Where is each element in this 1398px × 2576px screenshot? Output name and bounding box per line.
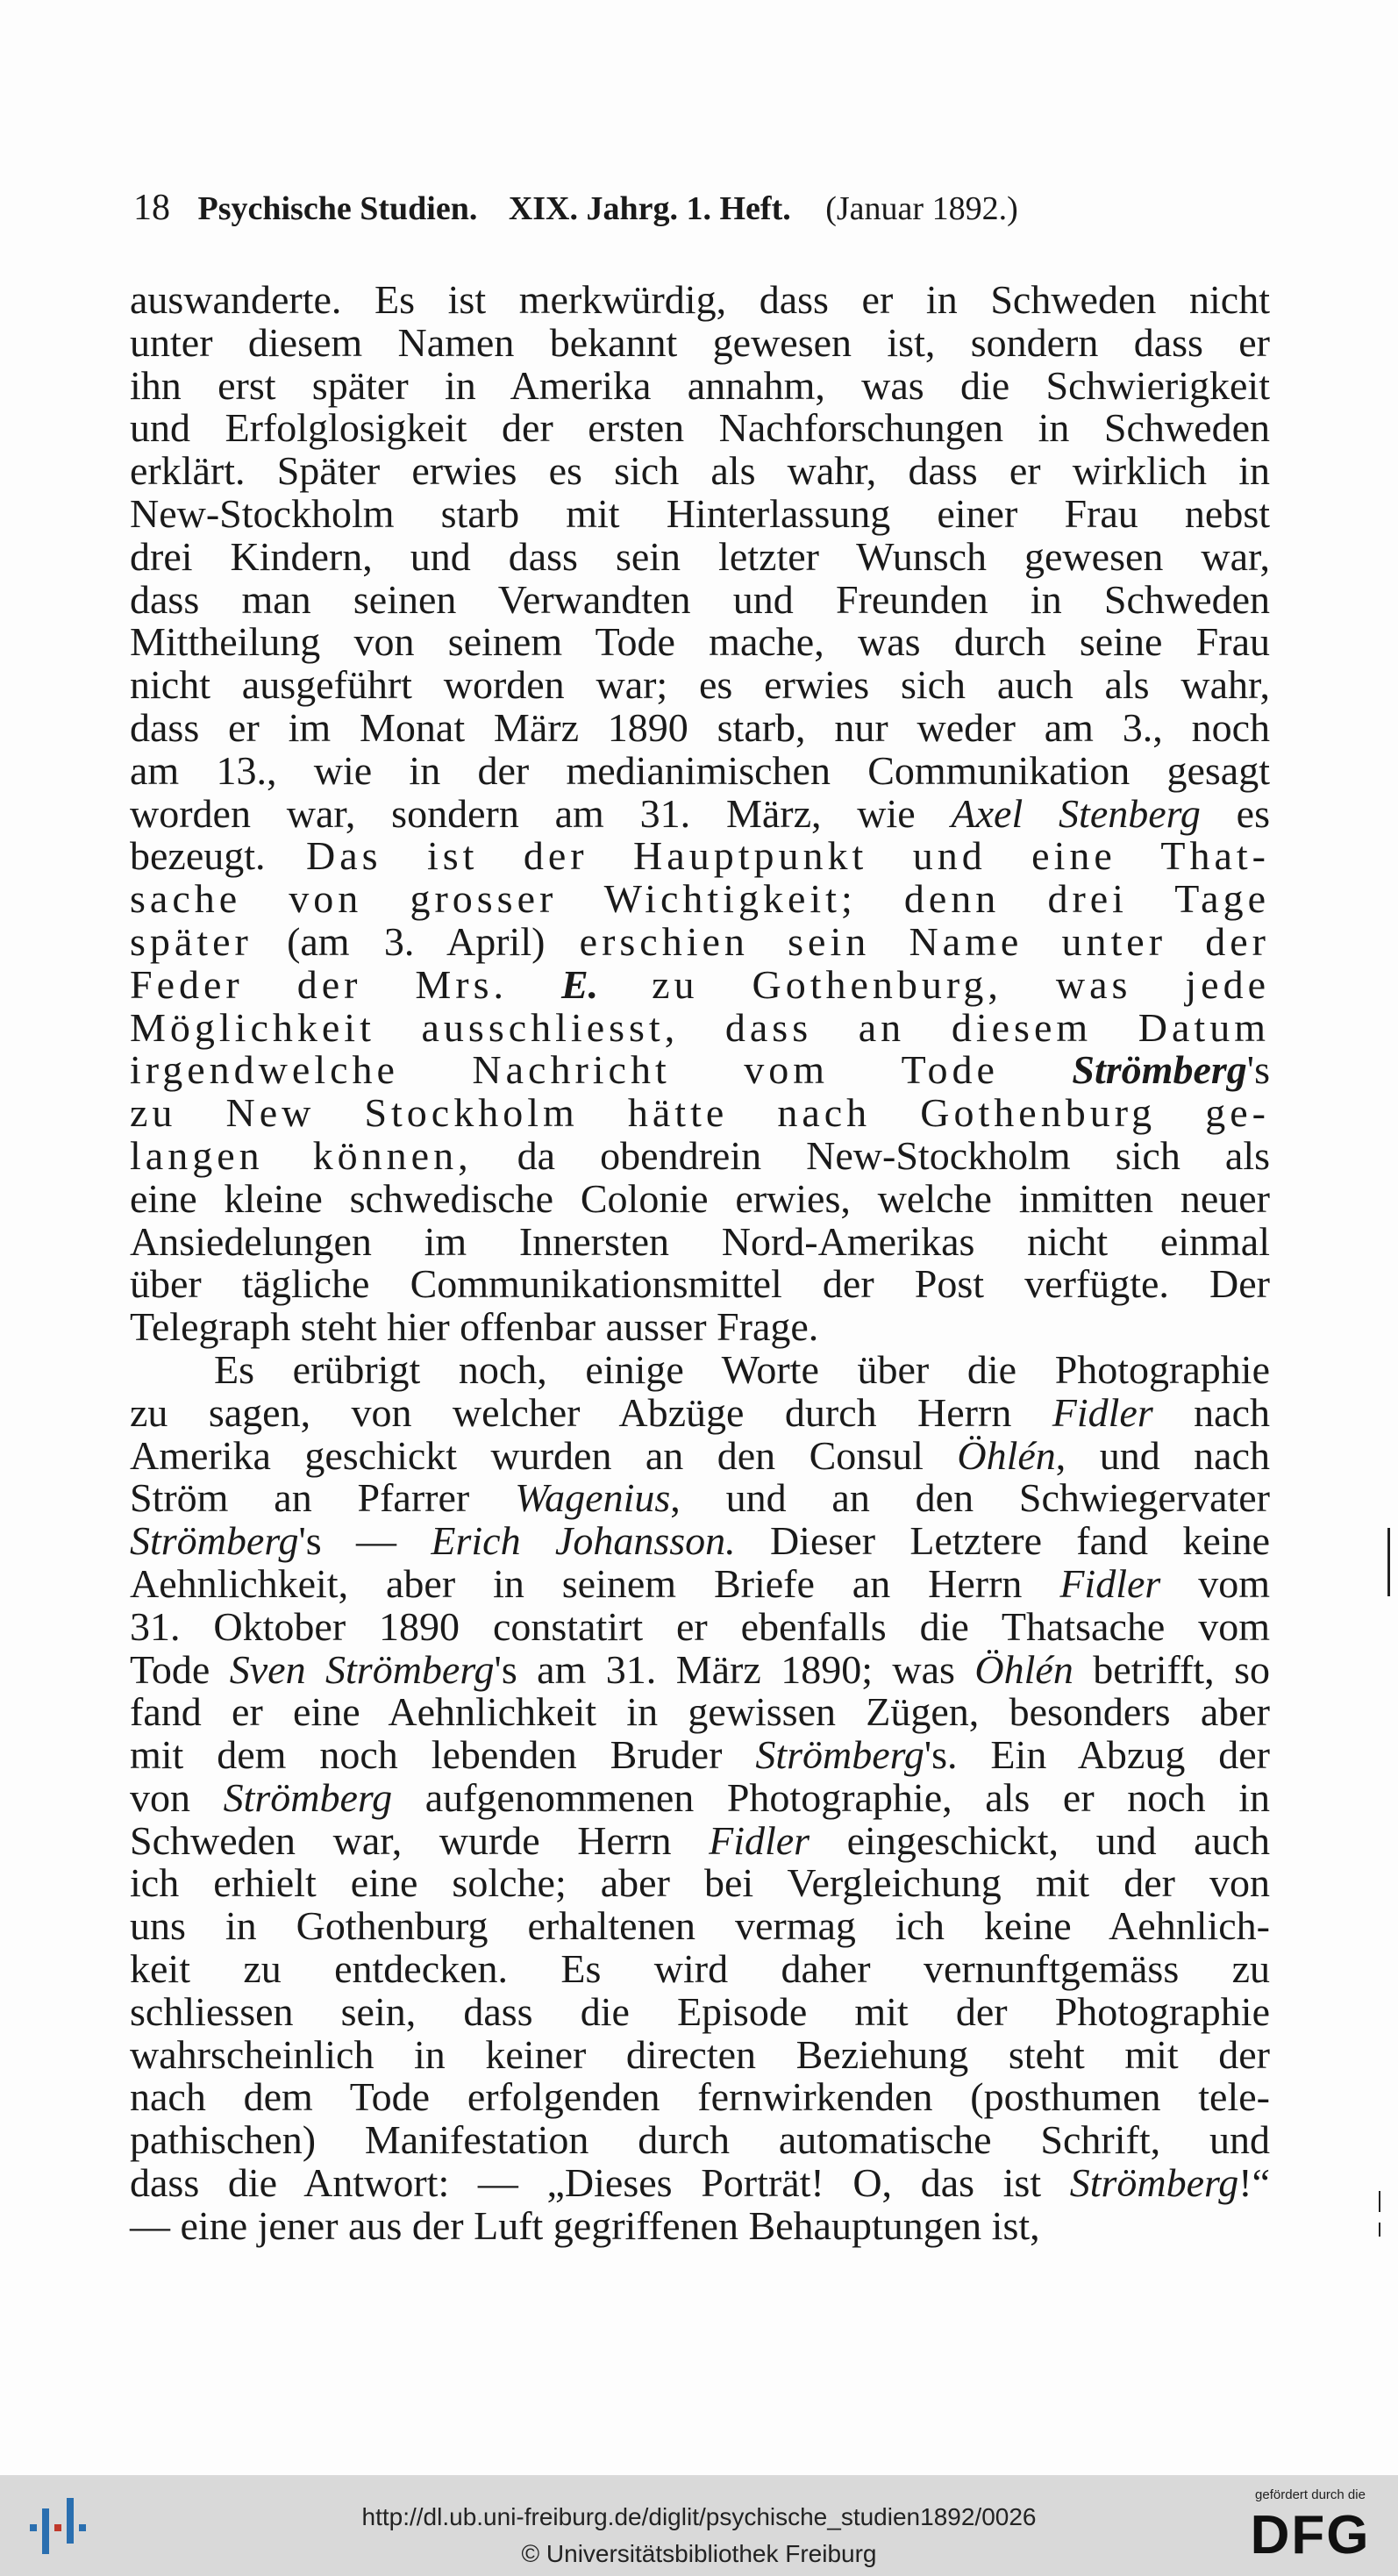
text-run: dass die Antwort: — „Dieses Porträt! O, das ist <box>130 2160 1070 2206</box>
text-run: Dieser Letztere fand keine <box>735 1518 1270 1564</box>
text-run: nicht ausgeführt worden war; es erwies sich auch als wahr, <box>130 662 1270 708</box>
text-run: E. <box>560 961 599 1007</box>
text-run: Ström an Pfarrer <box>130 1475 516 1521</box>
text-run: 's <box>1246 1047 1270 1093</box>
text-run: Schweden war, wurde Herrn <box>130 1817 710 1863</box>
text-line <box>130 450 1270 493</box>
text-line <box>130 1905 1270 1948</box>
footer-bar <box>0 2475 1398 2576</box>
text-line <box>130 2031 1270 2077</box>
text-run: Telegraph steht hier offenbar ausser Frage. <box>130 1304 819 1350</box>
text-run: , und an den Schwiegervater <box>670 1475 1270 1521</box>
text-run: dass man seinen Verwandten und Freunden in Schweden <box>130 576 1270 622</box>
text-run: keit zu entdecken. Es wird daher vernunftgemäss zu <box>130 1946 1270 1992</box>
text-line <box>130 961 1270 1007</box>
text-line <box>130 1092 1270 1135</box>
text-run: (am 3. April) <box>252 918 580 964</box>
text-line <box>130 747 1270 793</box>
text-run: Wagenius <box>515 1475 671 1521</box>
text-line <box>130 878 1270 921</box>
text-line <box>130 1691 1270 1734</box>
text-run: Möglichkeit ausschliesst, dass an diesem Datum <box>130 1004 1270 1050</box>
dfg-logo: DFG <box>1250 2505 1371 2565</box>
dfg-badge <box>1233 2487 1387 2568</box>
text-run: drei Kindern, und dass sein letzter Wunsch gewesen war, <box>130 533 1270 579</box>
text-run: von <box>130 1774 224 1820</box>
text-line <box>130 1560 1271 1606</box>
text-run: erschien sein Name unter der <box>579 918 1270 964</box>
text-run: Mittheilung von seinem Tode mache, was durch seine Frau <box>130 619 1270 665</box>
text-run: Amerika geschickt wurden an den Consul <box>130 1432 958 1478</box>
text-run: Feder der Mrs. <box>130 961 561 1007</box>
text-run: Tode <box>130 1646 230 1692</box>
text-run: und Erfolglosigkeit der ersten Nachforschungen in Schweden <box>130 405 1270 451</box>
text-run: Axel Stenberg <box>951 790 1201 836</box>
text-line <box>130 1948 1270 1991</box>
text-line <box>130 1132 1271 1178</box>
text-run: Fidler <box>709 1817 810 1863</box>
text-run: , und nach <box>1055 1432 1270 1478</box>
text-run: eine kleine schwedische Colonie erwies, welche inmitten neuer <box>130 1175 1270 1221</box>
body-text <box>130 279 1270 2248</box>
text-line <box>130 1306 1270 1349</box>
text-run: Strömberg <box>130 1518 299 1564</box>
text-line <box>130 2076 1270 2119</box>
text-run: vom <box>1160 1560 1271 1606</box>
margin-mark <box>1387 1528 1390 1596</box>
text-line <box>130 1477 1270 1520</box>
text-run: — eine jener aus der Luft gegriffenen Behauptungen ist, <box>130 2202 1040 2248</box>
text-run: nach <box>1152 1389 1270 1435</box>
text-run: langen können, <box>130 1132 473 1178</box>
journal-title: Psychische Studien. <box>197 190 478 227</box>
text-line <box>130 1004 1270 1050</box>
text-run: aufgenommenen Photographie, als er noch in <box>392 1774 1271 1820</box>
text-run: bezeugt. <box>130 833 306 879</box>
text-run: zu sagen, von welcher Abzüge durch Herrn <box>130 1389 1052 1435</box>
text-line <box>130 279 1270 322</box>
text-run: Strömberg <box>1072 1047 1247 1093</box>
text-line <box>130 319 1270 365</box>
text-run: Erich Johansson. <box>431 1518 736 1564</box>
text-run: dass er im Monat März 1890 starb, nur weder am 3., noch <box>130 704 1270 750</box>
text-run: nach dem Tode erfolgenden fernwirkenden (posthumen tele- <box>130 2074 1270 2120</box>
text-run: fand er eine Aehnlichkeit in gewissen Zügen, besonders aber <box>130 1689 1270 1735</box>
text-line <box>130 621 1270 664</box>
text-run: da obendrein New-Stockholm sich als <box>472 1132 1271 1178</box>
text-line <box>130 2162 1270 2205</box>
text-line <box>130 1734 1270 1777</box>
text-run: worden war, sondern am 31. März, wie <box>130 790 952 836</box>
text-line <box>130 704 1270 750</box>
text-line <box>130 1520 1270 1563</box>
issue-date: (Januar 1892.) <box>825 190 1018 227</box>
text-run: auswanderte. Es ist merkwürdig, dass er in Schweden nicht <box>130 277 1270 322</box>
text-run: am 13., wie in der medianimischen Communikation gesagt <box>130 747 1270 793</box>
volume-info: XIX. Jahrg. 1. Heft. <box>508 190 791 227</box>
text-run: 31. Oktober 1890 constatirt er ebenfalls die Thatsache vom <box>130 1603 1270 1649</box>
text-line <box>130 1862 1270 1905</box>
text-line <box>130 790 1271 836</box>
text-line <box>130 1389 1270 1435</box>
footer-copyright: © Universitätsbibliothek Freiburg <box>521 2540 877 2567</box>
text-run: über tägliche Communikationsmittel der Post verfügte. Der <box>130 1261 1270 1307</box>
text-run: erklärt. Später erwies es sich als wahr, dass er wirklich in <box>130 448 1270 494</box>
text-run: ich erhielt eine solche; aber bei Vergleichung mit der von <box>130 1860 1270 1906</box>
text-run: Strömberg <box>1069 2160 1239 2206</box>
text-line <box>130 918 1270 964</box>
text-run: Öhlén <box>974 1646 1073 1692</box>
text-line <box>130 1646 1270 1692</box>
text-line <box>130 1175 1270 1221</box>
text-line <box>130 1263 1270 1306</box>
text-run: unter diesem Namen bekannt gewesen ist, sondern dass er <box>130 319 1270 365</box>
margin-mark <box>1379 2223 1380 2237</box>
text-line <box>130 2202 1270 2248</box>
text-line <box>130 1603 1270 1649</box>
text-run: zu New Stockholm hätte nach Gothenburg ge- <box>130 1090 1270 1136</box>
text-run: wahrscheinlich in keiner directen Beziehung steht mit der <box>130 2031 1270 2077</box>
text-run: Strömberg <box>755 1732 924 1778</box>
text-run: Strömberg <box>223 1774 393 1820</box>
text-run: 's — <box>298 1518 432 1564</box>
text-line <box>130 533 1270 579</box>
text-run: sache von grosser Wichtigkeit; denn drei Tage <box>130 876 1270 922</box>
text-line <box>130 407 1270 450</box>
text-run: Sven Strömberg <box>229 1646 495 1692</box>
text-line <box>130 1774 1271 1820</box>
text-run: Fidler <box>1052 1389 1153 1435</box>
text-run: 's am 31. März 1890; was <box>494 1646 975 1692</box>
text-run: schliessen sein, dass die Episode mit der Photographie <box>130 1988 1270 2034</box>
text-line <box>130 490 1270 536</box>
page-number: 18 <box>133 188 170 228</box>
text-run: später <box>130 918 253 964</box>
margin-mark <box>1379 2191 1380 2212</box>
text-run: zu Gothenburg, was jede <box>598 961 1270 1007</box>
text-run: mit dem noch lebenden Bruder <box>130 1732 756 1778</box>
text-line <box>130 1218 1270 1264</box>
text-line <box>130 1432 1270 1478</box>
text-run: uns in Gothenburg erhaltenen vermag ich keine Aehnlich- <box>130 1903 1270 1949</box>
text-run: Fidler <box>1059 1560 1161 1606</box>
text-run: es <box>1200 790 1271 836</box>
text-line <box>130 1817 1270 1863</box>
text-run: !“ <box>1238 2160 1270 2206</box>
text-run: Das ist der Hauptpunkt und eine That- <box>305 833 1270 879</box>
text-run: betrifft, so <box>1073 1646 1270 1692</box>
text-line <box>130 362 1270 408</box>
text-run: 's. Ein Abzug der <box>924 1732 1270 1778</box>
text-line <box>130 664 1270 707</box>
text-run: ihn erst später in Amerika annahm, was die Schwierigkeit <box>130 362 1270 408</box>
text-line <box>130 1988 1270 2034</box>
text-run: irgendwelche Nachricht vom Tode <box>130 1047 1073 1093</box>
text-run: eingeschickt, und auch <box>810 1817 1270 1863</box>
text-line <box>130 835 1270 878</box>
text-line <box>130 1346 1270 1392</box>
dfg-caption: gefördert durch die <box>1255 2487 1366 2502</box>
text-run: New-Stockholm starb mit Hinterlassung einer Frau nebst <box>130 490 1270 536</box>
text-run: pathischen) Manifestation durch automatische Schrift, und <box>130 2117 1270 2163</box>
footer-url[interactable]: http://dl.ub.uni-freiburg.de/diglit/psychische_studien1892/0026 <box>361 2503 1037 2530</box>
text-line <box>130 576 1270 622</box>
text-run: Aehnlichkeit, aber in seinem Briefe an Herrn <box>130 1560 1060 1606</box>
text-line <box>130 1049 1270 1092</box>
running-head <box>133 186 1177 231</box>
text-run: Es erübrigt noch, einige Worte über die Photographie <box>214 1346 1270 1392</box>
text-run: Ansiedelungen im Innersten Nord-Amerikas nicht einmal <box>130 1218 1270 1264</box>
text-run: Öhlén <box>957 1432 1056 1478</box>
text-line <box>130 2119 1270 2162</box>
